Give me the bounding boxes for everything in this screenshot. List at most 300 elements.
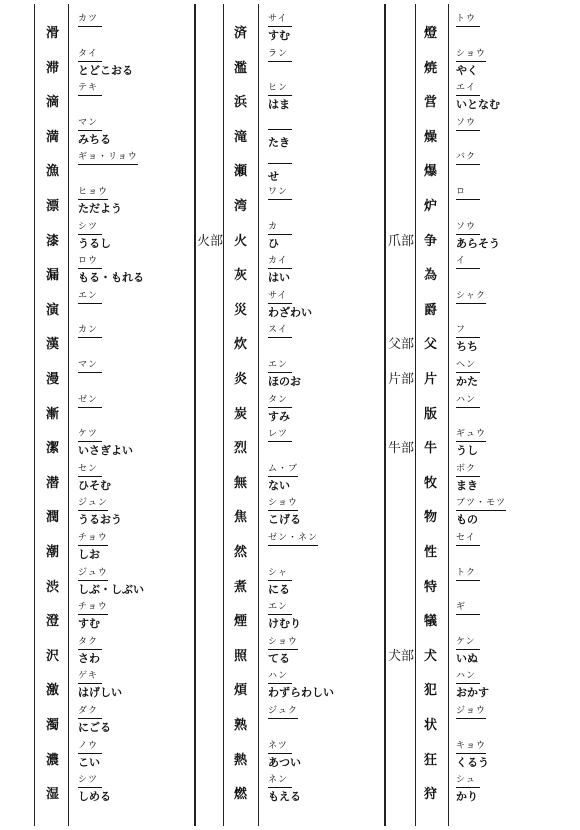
reading-block xyxy=(456,49,486,77)
on-reading-line xyxy=(268,775,301,788)
kun-reading: こい xyxy=(78,755,100,769)
kanji-entry xyxy=(194,254,384,290)
kanji-character: 物 xyxy=(424,510,438,526)
kanji-entry xyxy=(0,600,190,636)
reading-block xyxy=(78,325,102,340)
on-reading-line xyxy=(456,429,486,442)
reading-block xyxy=(268,568,292,596)
kun-reading: みちる xyxy=(78,132,111,146)
kanji-entry xyxy=(0,427,190,463)
kanji-character: 滞 xyxy=(46,60,60,76)
on-reading-line xyxy=(456,395,480,408)
on-reading-line xyxy=(268,187,292,200)
reading-block xyxy=(456,187,480,202)
kanji-entry xyxy=(194,116,384,152)
on-reading-line xyxy=(78,325,102,338)
on-reading: ジュウ xyxy=(78,568,108,581)
kanji-character: 牧 xyxy=(424,475,438,491)
on-reading-line xyxy=(78,498,122,511)
kanji-character: 渋 xyxy=(46,579,60,595)
kanji-entry xyxy=(384,773,574,809)
kanji-entry xyxy=(384,704,574,740)
kun-reading: うるし xyxy=(78,236,111,250)
radical-label: 火部 xyxy=(197,233,224,249)
kun-reading: いさぎよい xyxy=(78,444,133,458)
reading-block xyxy=(78,533,108,561)
kanji-entry xyxy=(194,81,384,117)
kanji-entry xyxy=(0,773,190,809)
on-reading: タイ xyxy=(78,49,102,62)
on-reading: シツ xyxy=(78,222,102,235)
kanji-character: 済 xyxy=(234,26,248,41)
kanji-character: 爆 xyxy=(424,164,438,180)
on-reading: ネツ xyxy=(268,741,292,754)
reading-block xyxy=(456,83,500,111)
on-reading xyxy=(268,152,292,164)
on-reading-line xyxy=(78,291,102,304)
on-reading-line xyxy=(78,187,122,200)
on-reading: バク xyxy=(456,152,480,165)
kanji-entry xyxy=(194,531,384,567)
kanji-entry xyxy=(194,773,384,809)
on-reading: ショウ xyxy=(268,637,298,650)
kanji-character: 湿 xyxy=(46,787,60,803)
reading-block xyxy=(78,741,102,769)
reading-block xyxy=(78,152,138,167)
on-reading: ショウ xyxy=(268,498,298,511)
on-reading: ジュク xyxy=(268,706,298,719)
reading-block xyxy=(78,118,111,146)
kanji-entry xyxy=(194,47,384,83)
kun-reading: おかす xyxy=(456,686,489,700)
on-reading-line xyxy=(456,637,480,650)
kanji-character: 狂 xyxy=(424,752,438,768)
on-reading: サイ xyxy=(268,14,292,27)
reading-block xyxy=(78,395,102,410)
kun-reading: しめる xyxy=(78,790,111,804)
kun-reading: にごる xyxy=(78,721,111,734)
on-reading: シツ xyxy=(78,775,102,788)
kanji-character: 燥 xyxy=(424,129,438,145)
kanji-character: 炭 xyxy=(234,406,248,422)
on-reading: ジョウ xyxy=(456,706,486,719)
on-reading-line xyxy=(456,671,489,684)
kanji-entry xyxy=(384,739,574,775)
on-reading: スイ xyxy=(268,325,292,338)
kanji-entry xyxy=(194,566,384,602)
on-reading-line xyxy=(78,256,144,269)
kanji-character: 性 xyxy=(424,545,438,560)
kanji-character: 版 xyxy=(424,406,438,422)
kanji-entry xyxy=(0,81,190,117)
on-reading: ハン xyxy=(456,395,480,408)
on-reading: テキ xyxy=(78,83,102,96)
on-reading-line xyxy=(78,83,102,96)
kanji-character: 演 xyxy=(46,302,60,318)
kun-reading: にる xyxy=(268,582,290,596)
kanji-entry xyxy=(384,220,574,256)
reading-block xyxy=(78,498,122,526)
reading-block xyxy=(456,291,486,306)
kanji-character: 営 xyxy=(424,95,438,111)
kanji-entry xyxy=(384,566,574,602)
reading-block xyxy=(456,14,480,29)
kanji-character: 煩 xyxy=(234,683,248,699)
kanji-entry xyxy=(194,427,384,463)
kun-reading: いとなむ xyxy=(456,98,500,112)
kanji-entry xyxy=(0,185,190,221)
kanji-entry xyxy=(194,393,384,429)
kun-reading: さわ xyxy=(78,651,100,665)
on-reading: ノウ xyxy=(78,741,102,754)
reading-block xyxy=(268,395,292,423)
kanji-character: 潜 xyxy=(46,475,60,491)
reading-block xyxy=(456,256,480,271)
kun-reading: やく xyxy=(456,63,478,77)
reading-block xyxy=(268,429,292,444)
on-reading-line xyxy=(268,49,292,62)
on-reading: キョウ xyxy=(456,741,486,754)
on-reading: ゼン xyxy=(78,395,102,408)
on-reading-line xyxy=(456,706,486,719)
kun-reading: ただよう xyxy=(78,202,122,215)
on-reading-line xyxy=(456,741,489,754)
reading-block xyxy=(268,187,292,202)
kanji-character: 爵 xyxy=(424,302,438,318)
kun-reading: かた xyxy=(456,375,478,388)
kanji-character: 炉 xyxy=(424,199,438,214)
reading-block xyxy=(78,83,102,98)
kanji-character: 牛 xyxy=(424,441,438,457)
kanji-character: 炊 xyxy=(234,337,248,353)
kanji-character: 焼 xyxy=(424,60,438,76)
kanji-character: 潤 xyxy=(46,510,60,526)
kun-reading: かり xyxy=(456,790,478,804)
kanji-entry xyxy=(384,81,574,117)
reading-block xyxy=(78,14,102,29)
kanji-character: 片 xyxy=(424,372,438,387)
kanji-entry xyxy=(0,739,190,775)
kun-reading: しお xyxy=(78,548,100,561)
kanji-character: 漸 xyxy=(46,406,60,422)
on-reading: ギ xyxy=(456,602,480,615)
reading-block xyxy=(456,498,506,526)
kanji-character: 瀬 xyxy=(234,164,248,180)
kanji-entry xyxy=(384,254,574,290)
on-reading-line xyxy=(456,533,480,546)
kanji-entry xyxy=(194,185,384,221)
kanji-column-3 xyxy=(384,0,580,830)
kanji-character: 濁 xyxy=(46,718,60,733)
reading-block xyxy=(268,706,298,721)
kanji-character: 激 xyxy=(46,683,60,699)
kanji-entry xyxy=(194,323,384,359)
kun-reading: うるおう xyxy=(78,513,122,527)
kanji-entry xyxy=(384,47,574,83)
kun-reading: わざわい xyxy=(268,305,312,319)
kanji-entry xyxy=(194,358,384,394)
on-reading: フ xyxy=(456,325,480,338)
reading-block xyxy=(456,464,480,492)
kun-reading: すむ xyxy=(268,29,290,42)
on-reading: セイ xyxy=(456,533,480,546)
kanji-entry xyxy=(384,323,574,359)
reading-block xyxy=(268,83,292,111)
kanji-entry xyxy=(0,635,190,671)
reading-block xyxy=(456,222,500,250)
on-reading: カイ xyxy=(268,256,292,269)
on-reading: ハン xyxy=(456,671,480,684)
kanji-character: 灰 xyxy=(234,268,248,284)
kanji-character: 滴 xyxy=(46,95,60,111)
reading-block xyxy=(268,152,292,183)
on-reading-line xyxy=(78,775,111,788)
reading-block xyxy=(268,741,301,769)
on-reading-line xyxy=(456,325,480,338)
kun-reading: たき xyxy=(268,135,290,149)
on-reading: ケツ xyxy=(78,429,102,442)
on-reading-line xyxy=(456,83,500,96)
on-reading: エイ xyxy=(456,83,480,96)
kanji-character: 無 xyxy=(234,475,248,491)
on-reading-line xyxy=(268,291,312,304)
on-reading-line xyxy=(456,118,480,131)
radical-label: 牛部 xyxy=(388,441,415,457)
reading-block xyxy=(78,464,111,492)
on-reading-line xyxy=(78,118,111,131)
reading-block xyxy=(456,602,480,617)
kun-reading: ちち xyxy=(456,340,478,354)
reading-block xyxy=(268,118,292,149)
kanji-column-1 xyxy=(0,0,194,830)
kanji-entry xyxy=(194,600,384,636)
reading-block xyxy=(78,49,133,77)
on-reading: マン xyxy=(78,360,102,373)
on-reading: ショウ xyxy=(456,49,486,62)
kanji-entry xyxy=(0,12,190,48)
on-reading-line xyxy=(268,671,334,684)
on-reading-line xyxy=(268,14,292,27)
kun-reading: はい xyxy=(268,271,290,285)
reading-block xyxy=(78,568,144,596)
kanji-entry xyxy=(0,669,190,705)
on-reading: シャ xyxy=(268,568,292,581)
on-reading: ム・ブ xyxy=(268,464,298,477)
kanji-character: 烈 xyxy=(234,441,248,457)
kanji-entry xyxy=(384,669,574,705)
reading-block xyxy=(78,222,111,250)
on-reading-line xyxy=(268,395,292,408)
radical-label: 爪部 xyxy=(388,233,415,249)
kanji-entry xyxy=(0,393,190,429)
kanji-entry xyxy=(0,323,190,359)
on-reading-line xyxy=(78,568,144,581)
kanji-entry xyxy=(0,220,190,256)
on-reading-line xyxy=(268,498,301,511)
reading-block xyxy=(78,706,111,734)
reading-block xyxy=(268,464,298,492)
reading-block xyxy=(268,533,318,548)
kanji-character: 潮 xyxy=(46,545,60,560)
on-reading: ハン xyxy=(268,671,292,684)
reading-block xyxy=(456,360,480,388)
kanji-character: 潔 xyxy=(46,441,60,457)
on-reading: ギュウ xyxy=(456,429,486,442)
kanji-entry xyxy=(384,12,574,48)
on-reading-line xyxy=(268,360,301,373)
on-reading-line xyxy=(456,464,480,477)
kanji-character: 犬 xyxy=(424,648,438,664)
on-reading-line xyxy=(268,118,292,134)
reading-block xyxy=(456,395,480,410)
kun-reading: せ xyxy=(268,170,279,184)
on-reading-line xyxy=(268,152,292,168)
on-reading-line xyxy=(78,49,133,62)
kanji-character: 滑 xyxy=(46,26,60,41)
kanji-entry xyxy=(194,289,384,325)
on-reading: ケン xyxy=(456,637,480,650)
on-reading: ボク xyxy=(456,464,480,477)
reading-block xyxy=(456,637,480,665)
on-reading: マン xyxy=(78,118,102,131)
kun-reading: けむり xyxy=(268,617,301,631)
kun-reading: はま xyxy=(268,98,290,112)
on-reading-line xyxy=(456,222,500,235)
reading-block xyxy=(268,671,334,699)
on-reading: トウ xyxy=(456,14,480,27)
on-reading: ソウ xyxy=(456,118,480,131)
reading-block xyxy=(268,291,312,319)
reading-block xyxy=(456,775,480,803)
kanji-character: 漂 xyxy=(46,199,60,214)
reading-block xyxy=(456,568,480,583)
kun-reading: はげしい xyxy=(78,686,122,700)
on-reading-line xyxy=(78,533,108,546)
kanji-character: 状 xyxy=(424,718,438,733)
kanji-character: 沢 xyxy=(46,648,60,664)
kanji-character: 狩 xyxy=(424,787,438,803)
kanji-entry xyxy=(194,635,384,671)
on-reading: タン xyxy=(268,395,292,408)
kun-reading: もの xyxy=(456,513,478,527)
reading-block xyxy=(456,118,480,133)
on-reading: ソウ xyxy=(456,222,480,235)
reading-block xyxy=(456,671,489,699)
on-reading: トク xyxy=(456,568,480,581)
kanji-character: 炎 xyxy=(234,372,248,387)
kanji-entry xyxy=(0,462,190,498)
on-reading-line xyxy=(456,256,480,269)
on-reading: ヒョウ xyxy=(78,187,108,200)
on-reading: ゲキ xyxy=(78,671,102,684)
kun-reading: いぬ xyxy=(456,651,478,665)
kanji-character: 燃 xyxy=(234,787,248,803)
kun-reading: てる xyxy=(268,651,290,665)
reading-block xyxy=(456,533,480,548)
kanji-character: 滝 xyxy=(234,129,248,145)
kanji-character: 父 xyxy=(424,337,438,353)
kanji-character: 熱 xyxy=(234,752,248,768)
kun-reading: すむ xyxy=(78,617,100,631)
on-reading: ワン xyxy=(268,187,292,200)
on-reading: ヘン xyxy=(456,360,480,373)
on-reading-line xyxy=(78,429,133,442)
on-reading-line xyxy=(78,360,102,373)
kanji-character: 争 xyxy=(424,233,438,249)
on-reading: チョウ xyxy=(78,533,108,546)
on-reading-line xyxy=(456,498,506,511)
kun-reading: あらそう xyxy=(456,236,500,250)
kanji-entry xyxy=(384,150,574,186)
kanji-character: 熟 xyxy=(234,718,248,733)
on-reading-line xyxy=(268,602,301,615)
kanji-character: 煮 xyxy=(234,579,248,595)
reading-block xyxy=(268,360,301,388)
on-reading: チョウ xyxy=(78,602,108,615)
kanji-entry xyxy=(384,462,574,498)
kun-reading: くるう xyxy=(456,755,489,769)
on-reading-line xyxy=(456,360,480,373)
reading-block xyxy=(456,741,489,769)
on-reading-line xyxy=(268,568,292,581)
kun-reading: もえる xyxy=(268,790,301,804)
on-reading: ギョ・リョウ xyxy=(78,152,138,165)
on-reading: ブツ・モツ xyxy=(456,498,506,511)
on-reading-line xyxy=(268,429,292,442)
on-reading-line xyxy=(268,256,292,269)
kun-reading: あつい xyxy=(268,755,301,769)
kanji-character: 澄 xyxy=(46,614,60,630)
kun-reading: まき xyxy=(456,478,478,492)
on-reading: ゼン・ネン xyxy=(268,533,318,546)
reading-block xyxy=(78,637,102,665)
reading-block xyxy=(268,14,292,42)
reading-block xyxy=(268,49,292,64)
kanji-character: 為 xyxy=(424,268,438,284)
on-reading: ネン xyxy=(268,775,292,788)
radical-label: 父部 xyxy=(388,337,415,353)
radical-label: 片部 xyxy=(388,372,415,387)
kun-reading: こげる xyxy=(268,513,301,527)
on-reading-line xyxy=(78,464,111,477)
kun-reading: わずらわしい xyxy=(268,686,334,700)
kanji-character: 満 xyxy=(46,129,60,145)
kanji-entry xyxy=(384,393,574,429)
on-reading-line xyxy=(78,741,102,754)
on-reading: カツ xyxy=(78,14,102,27)
on-reading: ダク xyxy=(78,706,102,719)
on-reading: イ xyxy=(456,256,480,269)
reading-block xyxy=(78,291,102,306)
kanji-entry xyxy=(384,427,574,463)
on-reading: ヒン xyxy=(268,83,292,96)
kanji-character: 特 xyxy=(424,579,438,595)
radical-label: 犬部 xyxy=(388,648,415,664)
on-reading: カン xyxy=(78,325,102,338)
kanji-entry xyxy=(194,150,384,186)
kun-reading: ほのお xyxy=(268,375,301,388)
on-reading: ジュン xyxy=(78,498,108,511)
on-reading: エン xyxy=(268,360,292,373)
kanji-entry xyxy=(0,254,190,290)
kun-reading: ひそむ xyxy=(78,478,111,492)
on-reading-line xyxy=(268,325,292,338)
kanji-column-2 xyxy=(194,0,384,830)
on-reading-line xyxy=(456,49,486,62)
on-reading: エン xyxy=(78,291,102,304)
on-reading-line xyxy=(456,187,480,200)
kun-reading: しぶ・しぶい xyxy=(78,582,144,596)
